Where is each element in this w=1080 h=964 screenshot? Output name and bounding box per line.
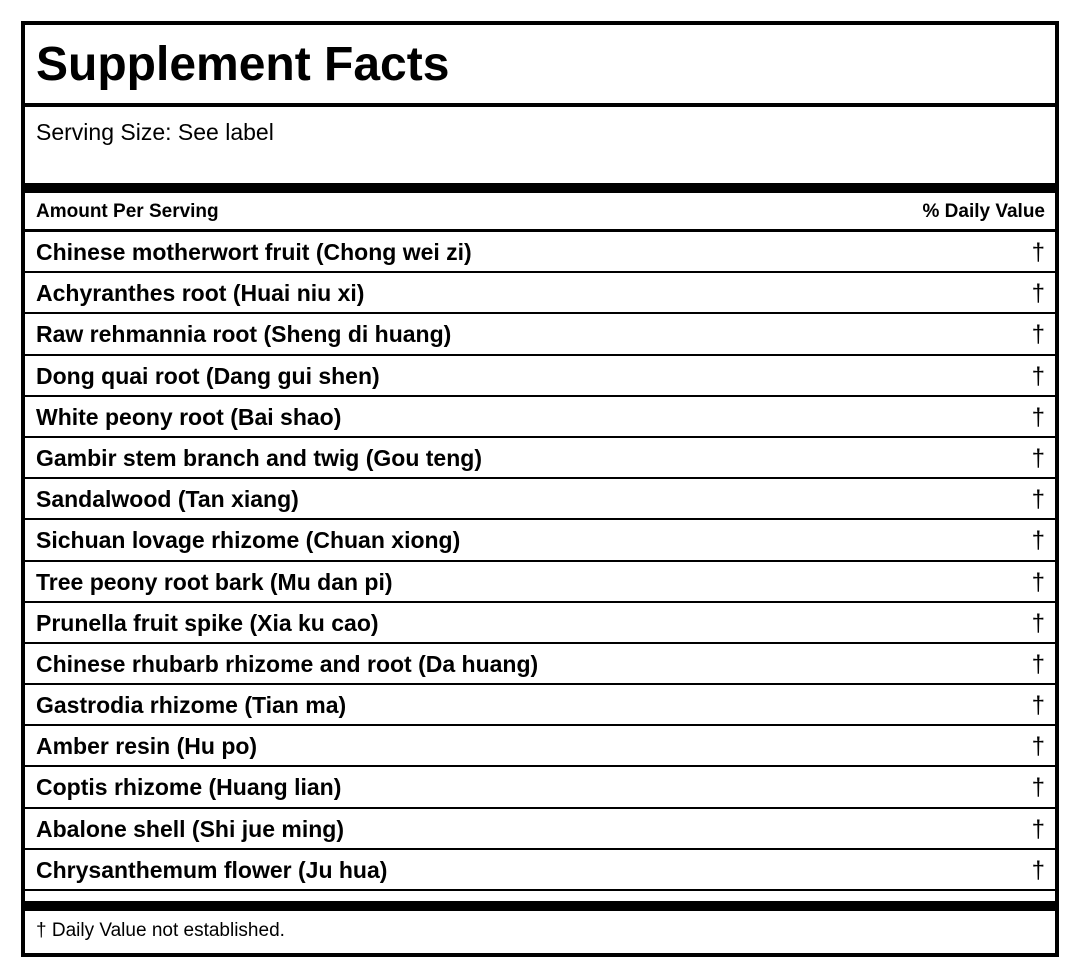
ingredient-name: Amber resin (Hu po) <box>36 733 258 760</box>
ingredient-name: Tree peony root bark (Mu dan pi) <box>36 568 393 595</box>
daily-value-dagger: † <box>1031 774 1045 802</box>
supplement-facts-panel <box>21 21 1059 957</box>
daily-value-dagger: † <box>1031 856 1045 884</box>
amount-per-serving-header: Amount Per Serving <box>36 201 219 222</box>
ingredient-row <box>25 809 1055 850</box>
ingredient-name: Raw rehmannia root (Sheng di huang) <box>36 321 452 348</box>
ingredient-row <box>25 232 1055 273</box>
daily-value-footnote: † Daily Value not established. <box>36 920 285 941</box>
thick-divider-bottom <box>25 901 1055 911</box>
ingredient-row <box>25 356 1055 397</box>
title-section <box>25 25 1055 107</box>
daily-value-dagger: † <box>1031 403 1045 431</box>
ingredient-row <box>25 726 1055 767</box>
daily-value-dagger: † <box>1031 650 1045 678</box>
daily-value-dagger: † <box>1031 362 1045 390</box>
ingredient-row <box>25 520 1055 561</box>
ingredient-name: Chrysanthemum flower (Ju hua) <box>36 856 388 883</box>
daily-value-dagger: † <box>1031 321 1045 349</box>
serving-size: Serving Size: See label <box>36 119 274 145</box>
daily-value-dagger: † <box>1031 733 1045 761</box>
daily-value-dagger: † <box>1031 486 1045 514</box>
ingredient-row <box>25 438 1055 479</box>
ingredient-list <box>25 232 1055 891</box>
serving-section <box>25 107 1055 183</box>
blank-spacer-row <box>25 889 1055 901</box>
panel-title: Supplement Facts <box>36 38 450 91</box>
ingredient-name: Chinese rhubarb rhizome and root (Da huang) <box>36 650 539 677</box>
ingredient-row <box>25 273 1055 314</box>
ingredient-row <box>25 397 1055 438</box>
ingredient-name: Chinese motherwort fruit (Chong wei zi) <box>36 239 472 265</box>
ingredient-row <box>25 562 1055 603</box>
ingredient-row <box>25 644 1055 685</box>
ingredient-name: Achyranthes root (Huai niu xi) <box>36 280 365 307</box>
ingredient-name: Dong quai root (Dang gui shen) <box>36 362 380 389</box>
column-header-row <box>25 193 1055 232</box>
ingredient-row <box>25 479 1055 520</box>
ingredient-name: Sichuan lovage rhizome (Chuan xiong) <box>36 527 461 554</box>
daily-value-dagger: † <box>1031 527 1045 555</box>
ingredient-name: Abalone shell (Shi jue ming) <box>36 815 344 842</box>
daily-value-dagger: † <box>1031 280 1045 308</box>
daily-value-dagger: † <box>1031 815 1045 843</box>
ingredient-row <box>25 850 1055 891</box>
ingredient-name: Gambir stem branch and twig (Gou teng) <box>36 444 482 471</box>
thick-divider-top <box>25 183 1055 193</box>
daily-value-header: % Daily Value <box>922 201 1045 222</box>
ingredient-name: White peony root (Bai shao) <box>36 403 342 430</box>
daily-value-dagger: † <box>1031 239 1045 266</box>
daily-value-dagger: † <box>1031 609 1045 637</box>
daily-value-dagger: † <box>1031 444 1045 472</box>
ingredient-row <box>25 314 1055 355</box>
ingredient-name: Gastrodia rhizome (Tian ma) <box>36 692 347 719</box>
ingredient-row <box>25 685 1055 726</box>
daily-value-dagger: † <box>1031 568 1045 596</box>
ingredient-name: Coptis rhizome (Huang lian) <box>36 774 342 801</box>
ingredient-row <box>25 603 1055 644</box>
ingredient-row <box>25 767 1055 808</box>
daily-value-dagger: † <box>1031 692 1045 720</box>
ingredient-name: Sandalwood (Tan xiang) <box>36 486 299 513</box>
ingredient-name: Prunella fruit spike (Xia ku cao) <box>36 609 379 636</box>
